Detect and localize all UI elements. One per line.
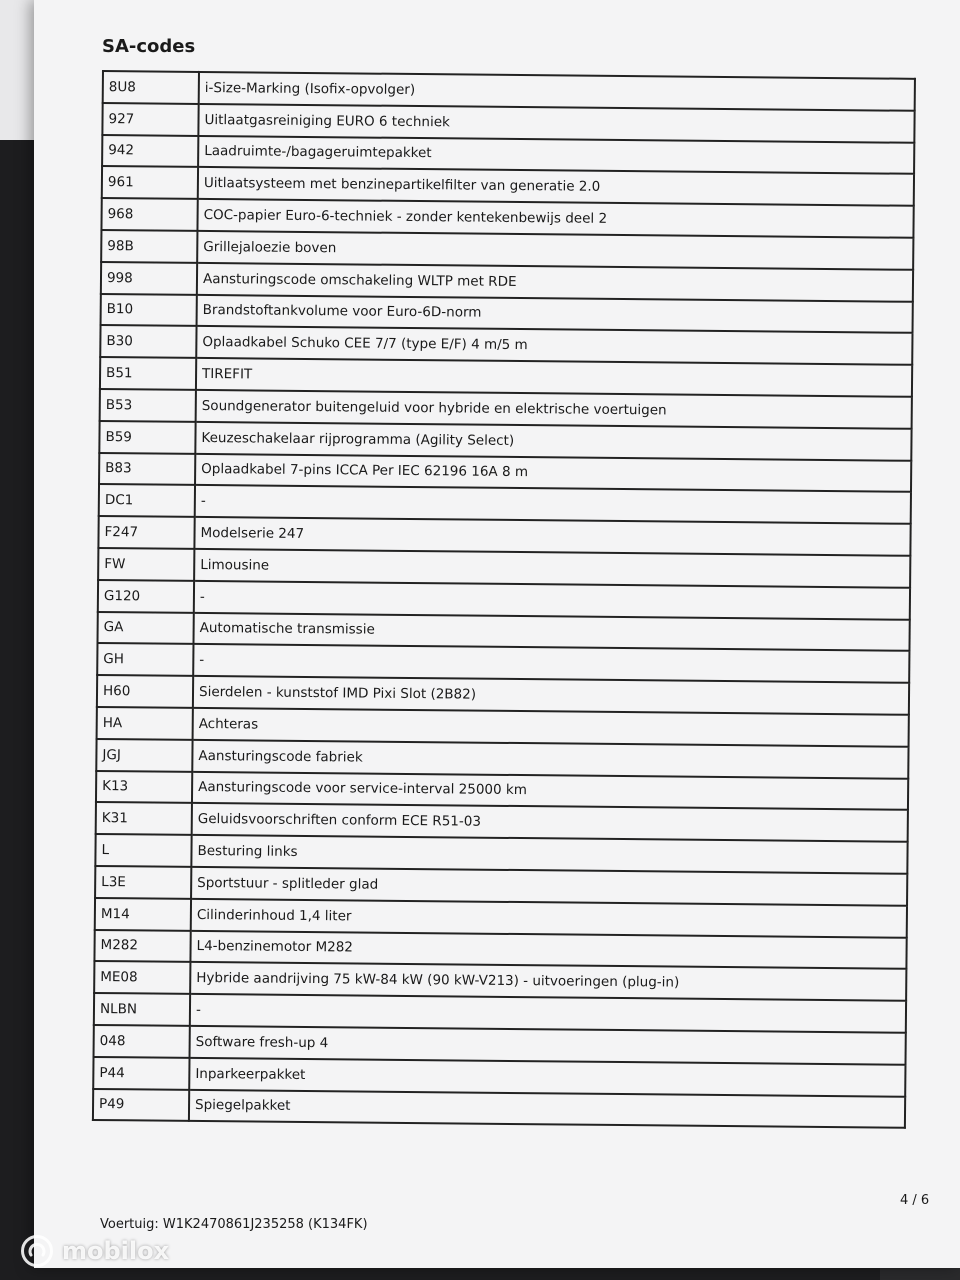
- sa-code-cell: K13: [96, 771, 192, 804]
- sa-code-cell: L: [95, 834, 191, 867]
- sa-description-cell: Sierdelen - kunststof IMD Pixi Slot (2B82): [193, 676, 909, 715]
- mobilox-logo-icon: [20, 1234, 54, 1268]
- sa-description-cell: -: [193, 644, 909, 683]
- sa-description-cell: Soundgenerator buitengeluid voor hybride en elektrische voertuigen: [196, 390, 912, 429]
- watermark: [20, 1232, 169, 1270]
- sa-description-cell: Uitlaatsysteem met benzinepartikelfilter van generatie 2.0: [198, 167, 914, 206]
- sa-description-cell: Achteras: [193, 708, 909, 747]
- sa-code-cell: HA: [97, 707, 193, 740]
- table-row: [93, 1088, 905, 1128]
- sa-code-cell: JGJ: [96, 739, 192, 772]
- sa-description-cell: Spiegelpakket: [189, 1089, 905, 1128]
- sa-code-cell: B59: [99, 421, 195, 454]
- page-title: SA-codes: [102, 36, 196, 57]
- sa-description-cell: i-Size-Marking (Isofix-opvolger): [199, 72, 915, 111]
- sa-code-cell: FW: [98, 548, 194, 581]
- sa-description-cell: Cilinderinhoud 1,4 liter: [191, 899, 907, 938]
- sa-code-cell: NLBN: [94, 993, 190, 1026]
- sa-code-cell: DC1: [99, 484, 195, 517]
- sa-description-cell: Aansturingscode fabriek: [192, 740, 908, 779]
- sa-description-cell: Grillejaloezie boven: [197, 231, 913, 270]
- sa-code-cell: 998: [101, 262, 197, 295]
- sa-description-cell: Inparkeerpakket: [189, 1058, 905, 1097]
- sa-description-cell: Software fresh-up 4: [190, 1026, 906, 1065]
- vehicle-identifier: Voertuig: W1K2470861J235258 (K134FK): [100, 1217, 368, 1232]
- sa-code-cell: G120: [98, 580, 194, 613]
- sa-code-cell: 98B: [101, 230, 197, 263]
- sa-description-cell: TIREFIT: [196, 358, 912, 397]
- sa-code-cell: 961: [102, 166, 198, 199]
- sa-description-cell: Laadruimte-/bagageruimtepakket: [198, 136, 914, 175]
- sa-description-cell: Hybride aandrijving 75 kW-84 kW (90 kW-V213) - uitvoeringen (plug-in): [190, 962, 906, 1001]
- page-number: 4 / 6: [900, 1193, 930, 1208]
- sa-description-cell: COC-papier Euro-6-techniek - zonder kentekenbewijs deel 2: [197, 199, 913, 238]
- sa-code-cell: P49: [93, 1088, 189, 1121]
- watermark-text: mobilox: [62, 1237, 170, 1265]
- sa-description-cell: Uitlaatgasreiniging EURO 6 techniek: [198, 104, 914, 143]
- sa-code-cell: GH: [97, 643, 193, 676]
- sa-code-cell: B10: [101, 294, 197, 327]
- sa-codes-table-body: [93, 71, 915, 1128]
- sa-description-cell: Aansturingscode omschakeling WLTP met RDE: [197, 263, 913, 302]
- sa-code-cell: 927: [102, 103, 198, 136]
- sa-description-cell: Brandstoftankvolume voor Euro-6D-norm: [197, 294, 913, 333]
- sa-code-cell: L3E: [95, 866, 191, 899]
- sa-code-cell: F247: [98, 516, 194, 549]
- sa-description-cell: -: [194, 581, 910, 620]
- sa-description-cell: Aansturingscode voor service-interval 25000 km: [192, 771, 908, 810]
- sa-codes-sheet: [92, 70, 916, 1129]
- sa-code-cell: 968: [101, 198, 197, 231]
- sa-code-cell: M14: [95, 898, 191, 931]
- sa-code-cell: B30: [100, 325, 196, 358]
- sa-code-cell: ME08: [94, 961, 190, 994]
- sa-codes-table: [92, 70, 916, 1129]
- sa-description-cell: Automatische transmissie: [193, 612, 909, 651]
- sa-code-cell: B51: [100, 357, 196, 390]
- sa-code-cell: 942: [102, 135, 198, 168]
- sa-description-cell: Keuzeschakelaar rijprogramma (Agility Select): [195, 422, 911, 461]
- sa-code-cell: M282: [94, 929, 190, 962]
- sa-code-cell: P44: [93, 1057, 189, 1090]
- sa-description-cell: -: [195, 485, 911, 524]
- sa-description-cell: Besturing links: [191, 835, 907, 874]
- sa-code-cell: K31: [96, 802, 192, 835]
- sa-code-cell: H60: [97, 675, 193, 708]
- sa-code-cell: B83: [99, 453, 195, 486]
- sa-description-cell: -: [190, 994, 906, 1033]
- sa-code-cell: B53: [100, 389, 196, 422]
- sa-description-cell: Limousine: [194, 549, 910, 588]
- sa-description-cell: Sportstuur - splitleder glad: [191, 867, 907, 906]
- sa-description-cell: Oplaadkabel 7-pins ICCA Per IEC 62196 16A 8 m: [195, 453, 911, 492]
- sa-description-cell: Oplaadkabel Schuko CEE 7/7 (type E/F) 4 m/5 m: [196, 326, 912, 365]
- sa-code-cell: 8U8: [103, 71, 199, 104]
- sa-description-cell: L4-benzinemotor M282: [190, 930, 906, 969]
- sa-code-cell: 048: [94, 1025, 190, 1058]
- sa-description-cell: Modelserie 247: [194, 517, 910, 556]
- sa-code-cell: GA: [97, 612, 193, 645]
- sa-description-cell: Geluidsvoorschriften conform ECE R51-03: [192, 803, 908, 842]
